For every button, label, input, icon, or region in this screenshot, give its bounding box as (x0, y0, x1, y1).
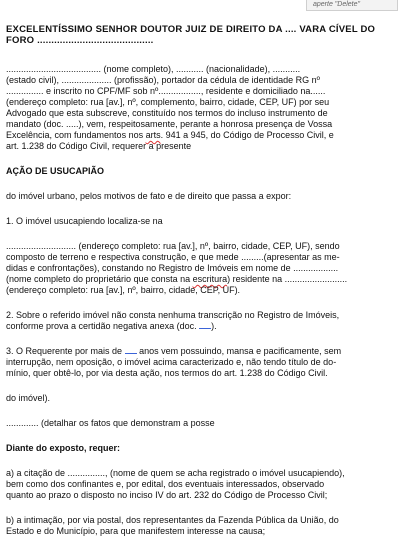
item-2: 2. Sobre o referido imóvel não consta nenhuma transcrição no Registro de Imóveis, conforme prova a certidão negativa anexa (doc. ). (6, 310, 340, 331)
petitioner-qualification (6, 64, 392, 152)
spellcheck-word: escritura (192, 274, 228, 284)
intro-line: mandato (doc. .....), vem, respeitosamente, perante a honrosa presença de Vossa (6, 119, 333, 129)
intro-line: (endereço completo: rua [av.], nº, complemento, bairro, cidade, CEP, UF) por seu (6, 97, 330, 107)
intro-line: (estado civil), .................... (profissão), portador da cédula de identidade RG nº (6, 75, 320, 85)
court-address-line-1: EXCELENTÍSSIMO SENHOR DOUTOR JUIZ DE DIREITO DA .... VARA CÍVEL DO (6, 24, 376, 35)
intro-line: Excelência, com fundamentos nos arts. 941 a 945, do Código de Processo Civil, e (6, 130, 334, 140)
item-1-heading: 1. O imóvel usucapiendo localiza-se na (6, 216, 163, 226)
spellcheck-word: arts (145, 130, 161, 140)
intro-line: ...................................... (nome completo), ........... (nacionalidade), ........... (6, 64, 301, 74)
requests-heading: Diante do exposto, requer: (6, 443, 121, 453)
item-1-body: ............................ (endereço completo: rua [av.], nº, bairro, cidade, CEP, UF), sendo composto de terreno e respectiva construção, e que mede .........(apresentar as me- didas e confrontações), constando no Registro de Imóveis em nome de .................. (nome completo do proprietário que consta na escritura) residente na ......................... (endereço completo: rua [av.], nº, bairro, cidade, CEP, UF). (6, 241, 348, 295)
intro-line: art. 1.238 do Código Civil, requerer a presente (6, 141, 192, 151)
action-intro: do imóvel urbano, pelos motivos de fato e de direito que passa a expor: (6, 191, 292, 201)
request-a: a) a citação de ..............., (nome de quem se acha registrado o imóvel usucapiendo), bem como dos confinantes e, por edital, dos eventuais interessados, observado quanto ao prazo o disposto no inciso IV do art. 232 do Código de Processo Civil; (6, 468, 345, 500)
intro-line: Advogado que esta subscreve, constituído nos termos do incluso instrumento de (6, 108, 328, 118)
document-body (6, 24, 392, 537)
item-3: 3. O Requerente por mais de anos vem possuindo, mansa e pacificamente, sem interrupção, nem oposição, o imóvel acima caracterizado e, não tendo título de do- mínio, quer obtê-lo, por via desta ação, nos termos do art. 1.238 do Código Civil. do imóvel). ............. (detalhar os fatos que demonstram a posse (6, 346, 342, 428)
blank-field (125, 347, 137, 354)
action-title: AÇÃO DE USUCAPIÃO (6, 166, 105, 176)
court-address-line-2: FORO ......................................... (6, 35, 154, 46)
request-b: b) a intimação, por via postal, dos representantes da Fazenda Pública da União, do Estado e do Município, para que manifestem interesse na causa; (6, 515, 339, 536)
intro-line: ............... e inscrito no CPF/MF sob nº................., residente e domiciliado na...... (6, 86, 326, 96)
blank-field (199, 322, 211, 329)
instruction-hint-box: aperte "Delete" (306, 0, 398, 11)
